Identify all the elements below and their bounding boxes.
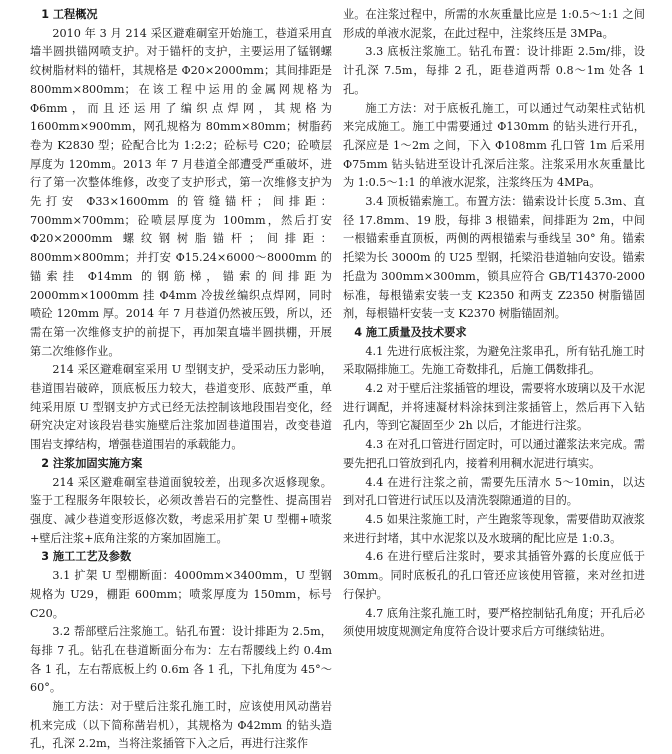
paragraph: 214 采区避难硐室采用 U 型钢支护，受采动压力影响，巷道围岩破碎，顶底板压力较大，巷道变形、底鼓严重，单纯采用原 U 型钢支护方式已经无法控制该地段围岩变化，经研究决定对该段岩巷实施壁后注浆加固巷道围岩，改变巷道围岩支撑结构，增强巷道围岩的承载能力。 (30, 363, 332, 452)
paragraph: 施工方法：对于底板孔施工，可以通过气动架柱式钻机来完成施工。施工中需要通过 Φ130mm 的钻头进行开孔，孔深应是 1～2m 之间，下入 Φ108mm 孔口管 1m 后采用 Φ75mm 钻头钻进至设计孔深后注浆。注浆采用水灰重量比为 1:0.5～1:1 的单液水泥浆，注浆终压为 4MPa。 (343, 101, 645, 190)
paragraph: 3.2 帮部壁后注浆施工。钻孔布置：设计排距为 2.5m，每排 7 孔。钻孔在巷道断面分布为：左右帮腰线上约 0.4m 各 1 孔，左右帮底板上约 0.6m 各 1 孔，下扎角度为 45°～60°。 (30, 625, 332, 695)
paragraph: 4.4 在进行注浆之前，需要先压清水 5～10min，以达到对孔口管进行试压以及清洗裂隙通道的目的。 (343, 475, 645, 508)
right-column (343, 6, 645, 642)
section-heading-2: 2 注浆加固实施方案 (41, 456, 143, 470)
section-heading-4: 4 施工质量及技术要求 (354, 325, 467, 339)
paragraph: 3.1 扩架 U 型棚断面：4000mm×3400mm，U 型钢规格为 U29，棚距 600mm；喷浆厚度为 150mm，标号 C20。 (30, 569, 332, 620)
paragraph: 业。在注浆过程中，所需的水灰重量比应是 1:0.5～1:1 之间形成的单液水泥浆，在此过程中，注浆终压是 3MPa。 (343, 8, 645, 40)
paragraph: 4.3 在对孔口管进行固定时，可以通过灌浆法来完成。需要先把孔口管放到孔内，接着利用稠水泥进行填实。 (343, 438, 645, 470)
paragraph: 4.6 在进行壁后注浆时，要求其插管外露的长度应低于 30mm。同时底板孔的孔口管还应该使用管箍，来对丝扣进行保护。 (343, 550, 645, 601)
paragraph: 4.2 对于壁后注浆插管的埋设，需要将水玻璃以及干水泥进行调配，并将速凝材料涂抹到注浆插管上，然后再下入钻孔内，等到它凝固至少 2h 以后，才能进行注浆。 (343, 382, 645, 433)
paragraph: 2010 年 3 月 214 采区避难硐室开始施工，巷道采用直墙半圆拱锚网喷支护。对于锚杆的支护，主要运用了锰钢螺纹树脂材料的锚杆，其规格是 Φ20×2000mm；其间排距是 800mm×800mm；在该工程中运用的金属网规格为 Φ6mm，而且还运用了编织点焊网，其规格为 1600mm×900mm，网孔规格为 80mm×80mm；树脂药卷为 K2830 型；砼配合比为 1:2:2；砼标号 C20；砼喷层厚度为 120mm。2013 年 7 月巷道全部遭受严重破坏，进行了第一次整体维修，改变了支护形式，第一次维修支护为先打安 Φ33×1600mm 的管缝锚杆；间排距：700mm×700mm；砼喷层厚度为 100mm，然后打安 Φ20×2000mm 螺纹钢树脂锚杆；间排距：800mm×800mm；并打安 Φ15.24×6000～8000mm 的锚索挂 Φ14mm 的钢筋梯，锚索的间排距为 2000mm×1000mm 挂 Φ4mm 冷拔丝编织点焊网，同时喷砼 120mm 厚。2014 年 7 月巷道仍然被压毁，所以，还需在第一次维修支护的前提下，再加架直墙半圆拱棚，开展第二次维修作业。 (30, 26, 332, 358)
paragraph: 3.4 顶板锚索施工。布置方法：锚索设计长度 5.3m、直径 17.8mm、19 股，每排 3 根锚索，间排距为 2m，中间一根锚索垂直顶板，两侧的两根锚索与垂线呈 30° 角。锚索托梁为长 3000m 的 U25 型钢，托梁沿巷道轴向安设。锚索托盘为 300mm×300mm，锁具应符合 GB/T14370-2000 标准，每根锚索安装一支 K2350 和两支 Z2350 树脂锚固剂，每根锚杆安装一支 K2370 树脂锚固剂。 (343, 195, 645, 321)
paragraph: 3.3 底板注浆施工。钻孔布置：设计排距 2.5m/排，设计孔深 7.5m，每排 2 孔，距巷道两帮 0.8～1m 处各 1 孔。 (343, 45, 645, 96)
paragraph: 4.7 底角注浆孔施工时，要严格控制钻孔角度；开孔后必须使用坡度规测定角度符合设计要求后方可继续钻进。 (343, 606, 645, 639)
section-heading-3: 3 施工工艺及参数 (41, 550, 132, 564)
section-heading-1: 1 工程概况 (41, 8, 98, 21)
paragraph: 施工方法：对于壁后注浆孔施工时，应该使用风动凿岩机来完成（以下简称凿岩机），其规格为 Φ42mm 的钻头造孔，孔深 2.2m，当将注浆插管下入之后，再进行注浆作 (30, 700, 332, 751)
paragraph: 4.1 先进行底板注浆，为避免注浆串孔，所有钻孔施工时采取隔排施工。先施工奇数排孔，后施工偶数排孔。 (343, 344, 645, 377)
paragraph: 214 采区避难硐室巷道面貌较差，出现多次返修现象。鉴于工程服务年限较长，必须改善岩石的完整性、提高围岩强度、减少巷道变形返修次数，考虑采用扩架 U 型棚+喷浆+壁后注浆+底角注浆的方案加固施工。 (30, 475, 332, 545)
left-column (30, 6, 332, 754)
paragraph: 4.5 如果注浆施工时，产生跑浆等现象，需要借助双液浆来进行封堵，其中水泥浆以及水玻璃的配比应是 1:0.3。 (343, 512, 645, 545)
